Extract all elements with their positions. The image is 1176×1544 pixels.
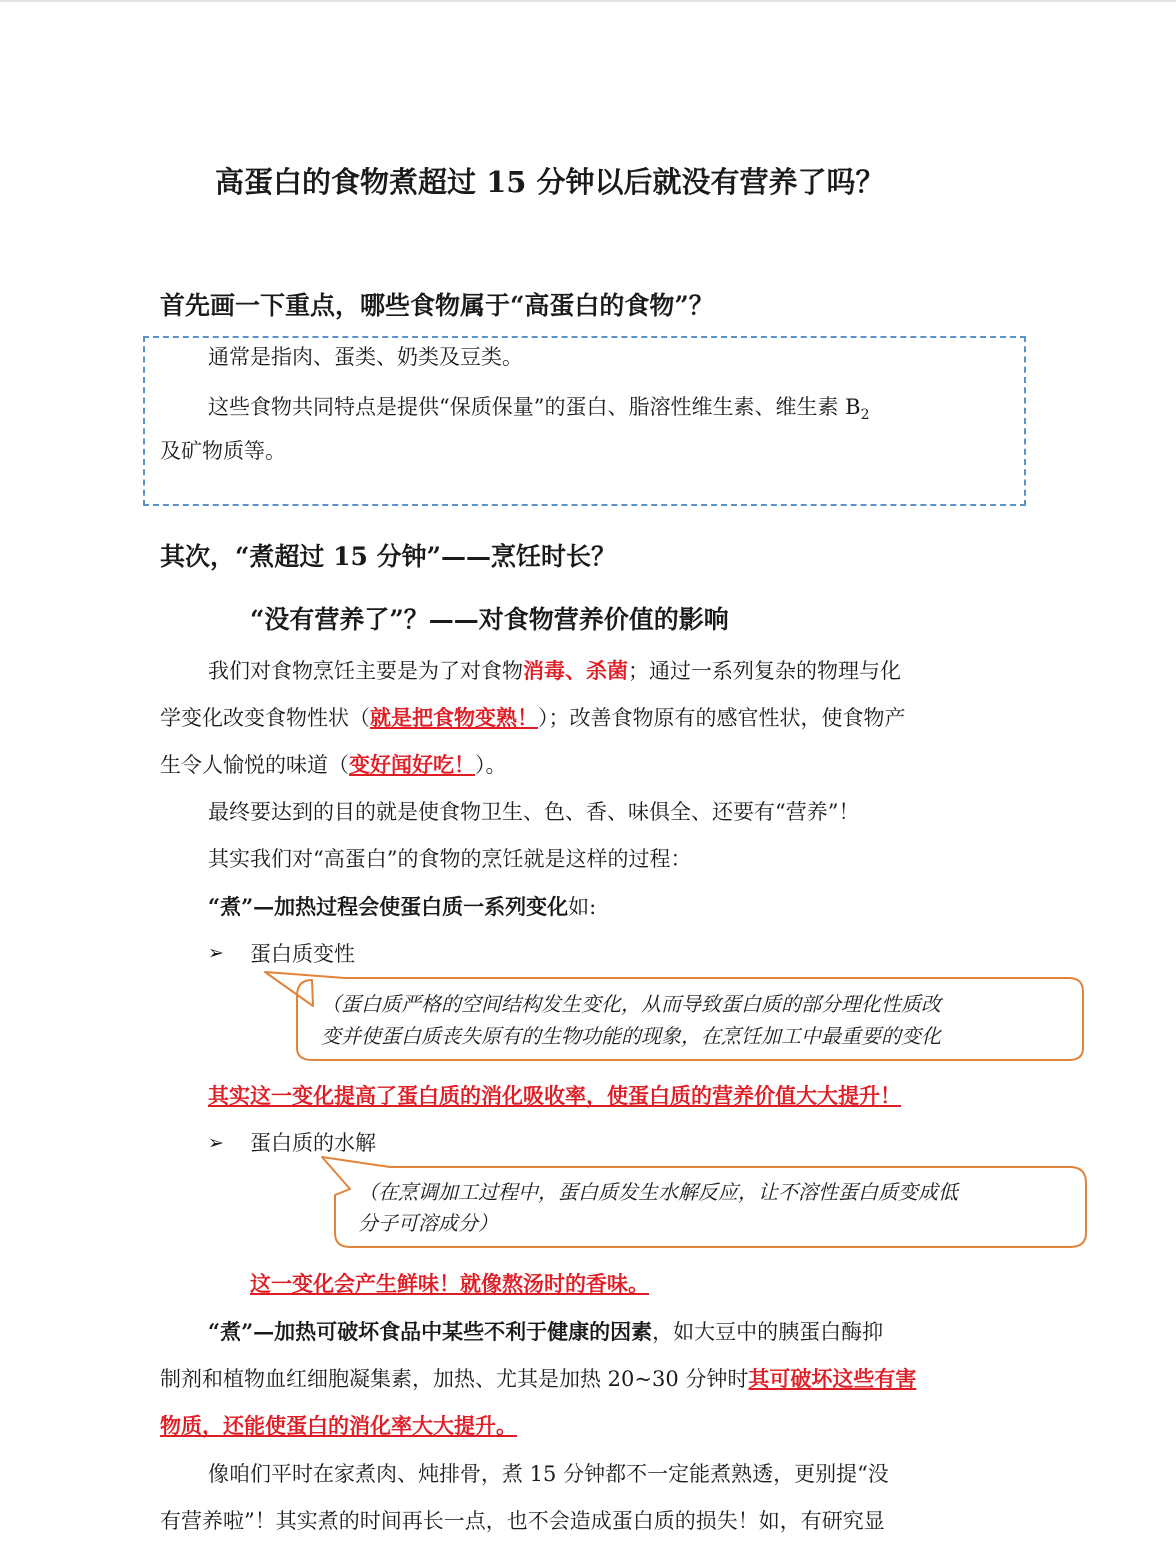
bullet-arrow-icon: ➢ bbox=[208, 1132, 224, 1154]
paragraph-4: “煮”—加热过程会使蛋白质一系列变化如: bbox=[208, 894, 597, 919]
callout-2-line-2: 分子可溶成分） bbox=[358, 1211, 498, 1235]
bullet-arrow-icon: ➢ bbox=[208, 942, 224, 964]
box-line-1: 通常是指肉、蛋类、奶类及豆类。 bbox=[208, 345, 523, 369]
top-rule bbox=[0, 0, 1176, 2]
highlight-disinfect: 消毒、杀菌 bbox=[523, 658, 628, 683]
box-line-2-text: 这些食物共同特点是提供“保质保量”的蛋白、脂溶性维生素、维生素 B bbox=[208, 395, 861, 419]
box-line-3: 及矿物质等。 bbox=[160, 439, 286, 463]
paragraph-6-line-1: 像咱们平时在家煮肉、炖排骨，煮 15 分钟都不一定能煮熟透，更别提“没 bbox=[208, 1462, 889, 1486]
bullet-2-label: 蛋白质的水解 bbox=[250, 1131, 376, 1155]
note-2: 这一变化会产生鲜味！就像熬汤时的香味。 bbox=[250, 1271, 649, 1296]
callout-1-line-2: 变并使蛋白质丧失原有的生物功能的现象，在烹饪加工中最重要的变化 bbox=[321, 1024, 941, 1048]
paragraph-1-line-1: 我们对食物烹饪主要是为了对食物消毒、杀菌；通过一系列复杂的物理与化 bbox=[208, 658, 901, 683]
box-line-2 bbox=[208, 393, 870, 429]
callout-2-line-1: （在烹调加工过程中，蛋白质发生水解反应，让不溶性蛋白质变成低 bbox=[358, 1180, 958, 1204]
callout-1-line-1: （蛋白质严格的空间结构发生变化，从而导致蛋白质的部分理化性质改 bbox=[321, 992, 941, 1016]
paragraph-5-line-3: 物质，还能使蛋白的消化率大大提升。 bbox=[160, 1413, 517, 1438]
paragraph-2: 最终要达到的目的就是使食物卫生、色、香、味俱全、还要有“营养”！ bbox=[208, 800, 860, 824]
paragraph-1-line-2: 学变化改变食物性状（就是把食物变熟！）；改善食物原有的感官性状，使食物产 bbox=[160, 705, 906, 730]
box-line-2-subscript: 2 bbox=[860, 407, 870, 424]
bullet-1-label: 蛋白质变性 bbox=[250, 942, 355, 966]
paragraph-6-line-2: 有营养啦”！其实煮的时间再长一点，也不会造成蛋白质的损失！如，有研究显 bbox=[160, 1509, 885, 1533]
page-title: 高蛋白的食物煮超过 15 分钟以后就没有营养了吗？ bbox=[215, 165, 885, 199]
section2-subheading: “没有营养了”？——对食物营养价值的影响 bbox=[250, 605, 729, 634]
paragraph-3: 其实我们对“高蛋白”的食物的烹饪就是这样的过程： bbox=[208, 847, 692, 871]
note-1: 其实这一变化提高了蛋白质的消化吸收率，使蛋白质的营养价值大大提升！ bbox=[208, 1083, 901, 1108]
highlight-destroy-harmful: 其可破坏这些有害 bbox=[748, 1366, 917, 1391]
section2-heading: 其次，“煮超过 15 分钟”——烹饪时长？ bbox=[160, 542, 616, 571]
paragraph-1-line-3: 生令人愉悦的味道（变好闻好吃！）。 bbox=[160, 752, 507, 777]
paragraph-5-line-1: “煮”—加热可破坏食品中某些不利于健康的因素，如大豆中的胰蛋白酶抑 bbox=[208, 1319, 884, 1344]
highlight-cooked: 就是把食物变熟！ bbox=[370, 705, 538, 730]
paragraph-5-line-2: 制剂和植物血红细胞凝集素，加热、尤其是加热 20~30 分钟时其可破坏这些有害 bbox=[160, 1366, 917, 1391]
section1-heading: 首先画一下重点，哪些食物属于“高蛋白的食物”？ bbox=[160, 291, 714, 320]
highlight-tasty: 变好闻好吃！ bbox=[349, 752, 475, 777]
